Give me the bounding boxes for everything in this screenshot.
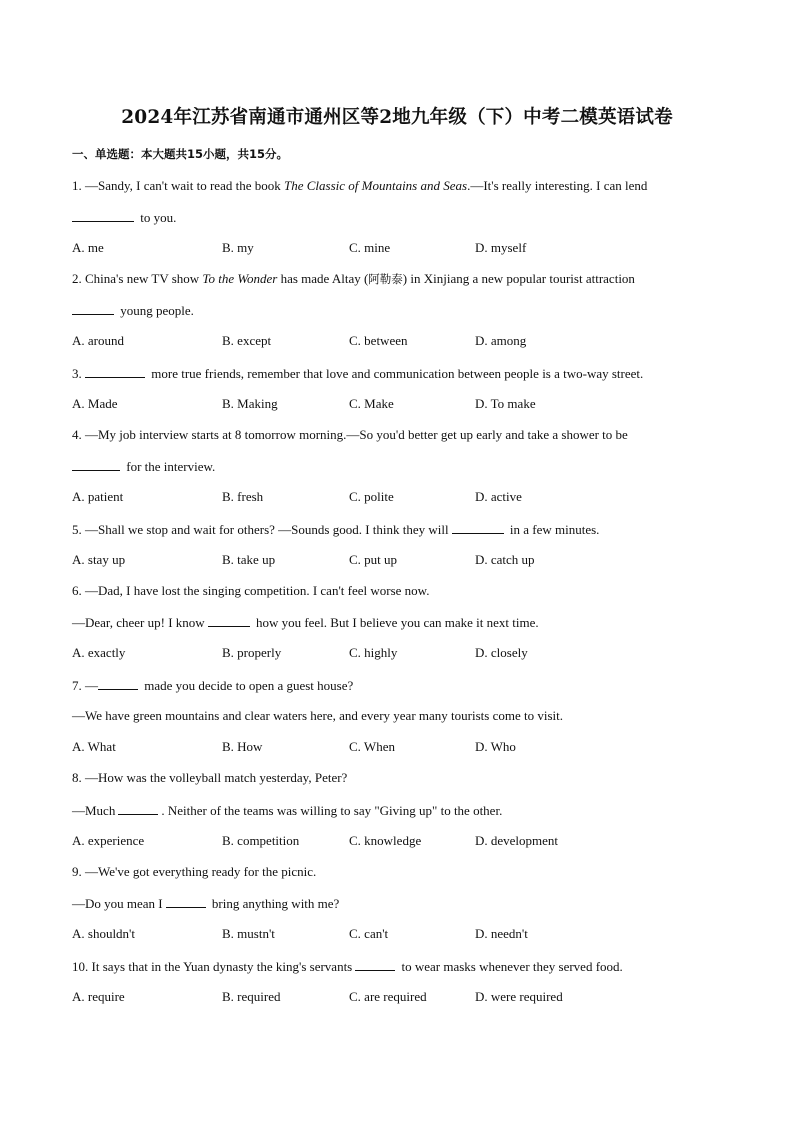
question-2-option-c[interactable]: C. between bbox=[349, 333, 408, 348]
answer-blank bbox=[72, 302, 114, 315]
question-5-option-b[interactable]: B. take up bbox=[222, 552, 276, 567]
question-4-option-c[interactable]: C. polite bbox=[349, 489, 394, 504]
question-6-option-a[interactable]: A. exactly bbox=[72, 645, 126, 660]
question-2-option-b[interactable]: B. except bbox=[222, 333, 272, 348]
question-7-line-1 bbox=[72, 677, 353, 694]
question-4-option-d[interactable]: D. active bbox=[475, 489, 522, 504]
question-6-text: —Dear, cheer up! I know bbox=[72, 615, 205, 630]
question-1-option-a[interactable]: A. me bbox=[72, 240, 104, 255]
question-8-option-c[interactable]: C. knowledge bbox=[349, 833, 422, 848]
answer-blank bbox=[452, 521, 504, 534]
question-3-option-d[interactable]: D. To make bbox=[475, 396, 536, 411]
answer-blank bbox=[355, 958, 395, 971]
question-10-option-a[interactable]: A. require bbox=[72, 989, 125, 1004]
question-4-line-1: 4. —My job interview starts at 8 tomorrow morning.—So you'd better get up early and take a shower to be bbox=[72, 427, 628, 442]
question-5-option-d[interactable]: D. catch up bbox=[475, 552, 535, 567]
question-6-option-d[interactable]: D. closely bbox=[475, 645, 528, 660]
question-2-option-d[interactable]: D. among bbox=[475, 333, 527, 348]
question-4-option-a[interactable]: A. patient bbox=[72, 489, 124, 504]
question-2-chinese-name: 阿勒泰 bbox=[368, 272, 403, 286]
question-1-option-c[interactable]: C. mine bbox=[349, 240, 391, 255]
question-6-line-1: 6. —Dad, I have lost the singing competition. I can't feel worse now. bbox=[72, 583, 430, 598]
question-2-text-cont: has made Altay ( bbox=[277, 271, 369, 286]
question-4-option-b[interactable]: B. fresh bbox=[222, 489, 264, 504]
question-10-option-b[interactable]: B. required bbox=[222, 989, 281, 1004]
question-5-option-c[interactable]: C. put up bbox=[349, 552, 398, 567]
answer-blank bbox=[208, 614, 250, 627]
question-10-option-d[interactable]: D. were required bbox=[475, 989, 563, 1004]
question-9-line-2 bbox=[72, 895, 339, 912]
question-8-option-d[interactable]: D. development bbox=[475, 833, 559, 848]
question-7-number: 7. — bbox=[72, 678, 98, 693]
question-2-line-1 bbox=[72, 271, 635, 287]
question-9-option-c[interactable]: C. can't bbox=[349, 926, 389, 941]
question-6-line-2 bbox=[72, 614, 539, 631]
question-4-text-end: for the interview. bbox=[123, 459, 216, 474]
question-5-text-end: in a few minutes. bbox=[506, 522, 600, 537]
question-7-option-a[interactable]: A. What bbox=[72, 739, 116, 754]
question-1-option-b[interactable]: B. my bbox=[222, 240, 254, 255]
question-8-text-end: . Neither of the teams was willing to say "Giving up" to the other. bbox=[161, 803, 503, 818]
question-7-option-b[interactable]: B. How bbox=[222, 739, 263, 754]
answer-blank bbox=[72, 209, 134, 222]
question-2-text-end: young people. bbox=[117, 303, 194, 318]
question-3-option-a[interactable]: A. Made bbox=[72, 396, 118, 411]
question-8-option-a[interactable]: A. experience bbox=[72, 833, 145, 848]
question-2-text-cont-2: ) in Xinjiang a new popular tourist attraction bbox=[402, 271, 635, 286]
question-3-option-b[interactable]: B. Making bbox=[222, 396, 278, 411]
question-1-book-title: The Classic of Mountains and Seas bbox=[283, 178, 468, 193]
question-3-text: more true friends, remember that love and communication between people is a two-way street. bbox=[148, 366, 644, 381]
question-1-text-cont: .—It's really interesting. I can lend bbox=[467, 178, 648, 193]
question-9-option-d[interactable]: D. needn't bbox=[475, 926, 528, 941]
question-8-option-b[interactable]: B. competition bbox=[222, 833, 300, 848]
answer-blank bbox=[72, 458, 120, 471]
question-7-text: made you decide to open a guest house? bbox=[141, 678, 354, 693]
answer-blank bbox=[85, 365, 145, 378]
question-3-option-c[interactable]: C. Make bbox=[349, 396, 394, 411]
answer-blank bbox=[118, 802, 158, 815]
question-1-line-1 bbox=[72, 178, 647, 194]
question-3-number: 3. bbox=[72, 366, 85, 381]
question-9-text: —Do you mean I bbox=[72, 896, 163, 911]
answer-blank bbox=[166, 895, 206, 908]
question-1-text-end: to you. bbox=[137, 210, 177, 225]
question-9-text-end: bring anything with me? bbox=[208, 896, 340, 911]
question-10-text: 10. It says that in the Yuan dynasty the king's servants bbox=[72, 959, 353, 974]
question-8-text: —Much bbox=[72, 803, 116, 818]
question-2-line-2 bbox=[72, 302, 194, 319]
question-5-text: 5. —Shall we stop and wait for others? —Sounds good. I think they will bbox=[72, 522, 449, 537]
question-2-text: 2. China's new TV show bbox=[72, 271, 203, 286]
question-7-option-d[interactable]: D. Who bbox=[475, 739, 516, 754]
question-3-line-1 bbox=[72, 365, 643, 382]
question-9-line-1: 9. —We've got everything ready for the picnic. bbox=[72, 864, 317, 879]
section-heading: 一、单选题：本大题共15小题，共15分。 bbox=[72, 147, 289, 161]
question-1-option-d[interactable]: D. myself bbox=[475, 240, 527, 255]
question-9-option-a[interactable]: A. shouldn't bbox=[72, 926, 136, 941]
question-2-show-title: To the Wonder bbox=[202, 271, 278, 286]
question-9-option-b[interactable]: B. mustn't bbox=[222, 926, 275, 941]
question-6-option-c[interactable]: C. highly bbox=[349, 645, 398, 660]
question-5-option-a[interactable]: A. stay up bbox=[72, 552, 126, 567]
question-1-text: 1. —Sandy, I can't wait to read the book bbox=[72, 178, 284, 193]
question-5-line-1 bbox=[72, 521, 599, 538]
question-8-line-1: 8. —How was the volleyball match yesterday, Peter? bbox=[72, 770, 348, 785]
question-10-line-1 bbox=[72, 958, 623, 975]
question-10-option-c[interactable]: C. are required bbox=[349, 989, 427, 1004]
question-6-text-end: how you feel. But I believe you can make it next time. bbox=[252, 615, 539, 630]
question-10-text-end: to wear masks whenever they served food. bbox=[398, 959, 623, 974]
question-6-option-b[interactable]: B. properly bbox=[222, 645, 282, 660]
question-1-line-2 bbox=[72, 209, 176, 226]
page-title: 2024年江苏省南通市通州区等2地九年级（下）中考二模英语试卷 bbox=[121, 107, 673, 128]
question-2-option-a[interactable]: A. around bbox=[72, 333, 124, 348]
question-7-option-c[interactable]: C. When bbox=[349, 739, 395, 754]
question-8-line-2 bbox=[72, 802, 502, 819]
question-7-line-2: —We have green mountains and clear waters here, and every year many tourists come to visit. bbox=[72, 708, 563, 723]
question-4-line-2 bbox=[72, 458, 215, 475]
answer-blank bbox=[98, 677, 138, 690]
